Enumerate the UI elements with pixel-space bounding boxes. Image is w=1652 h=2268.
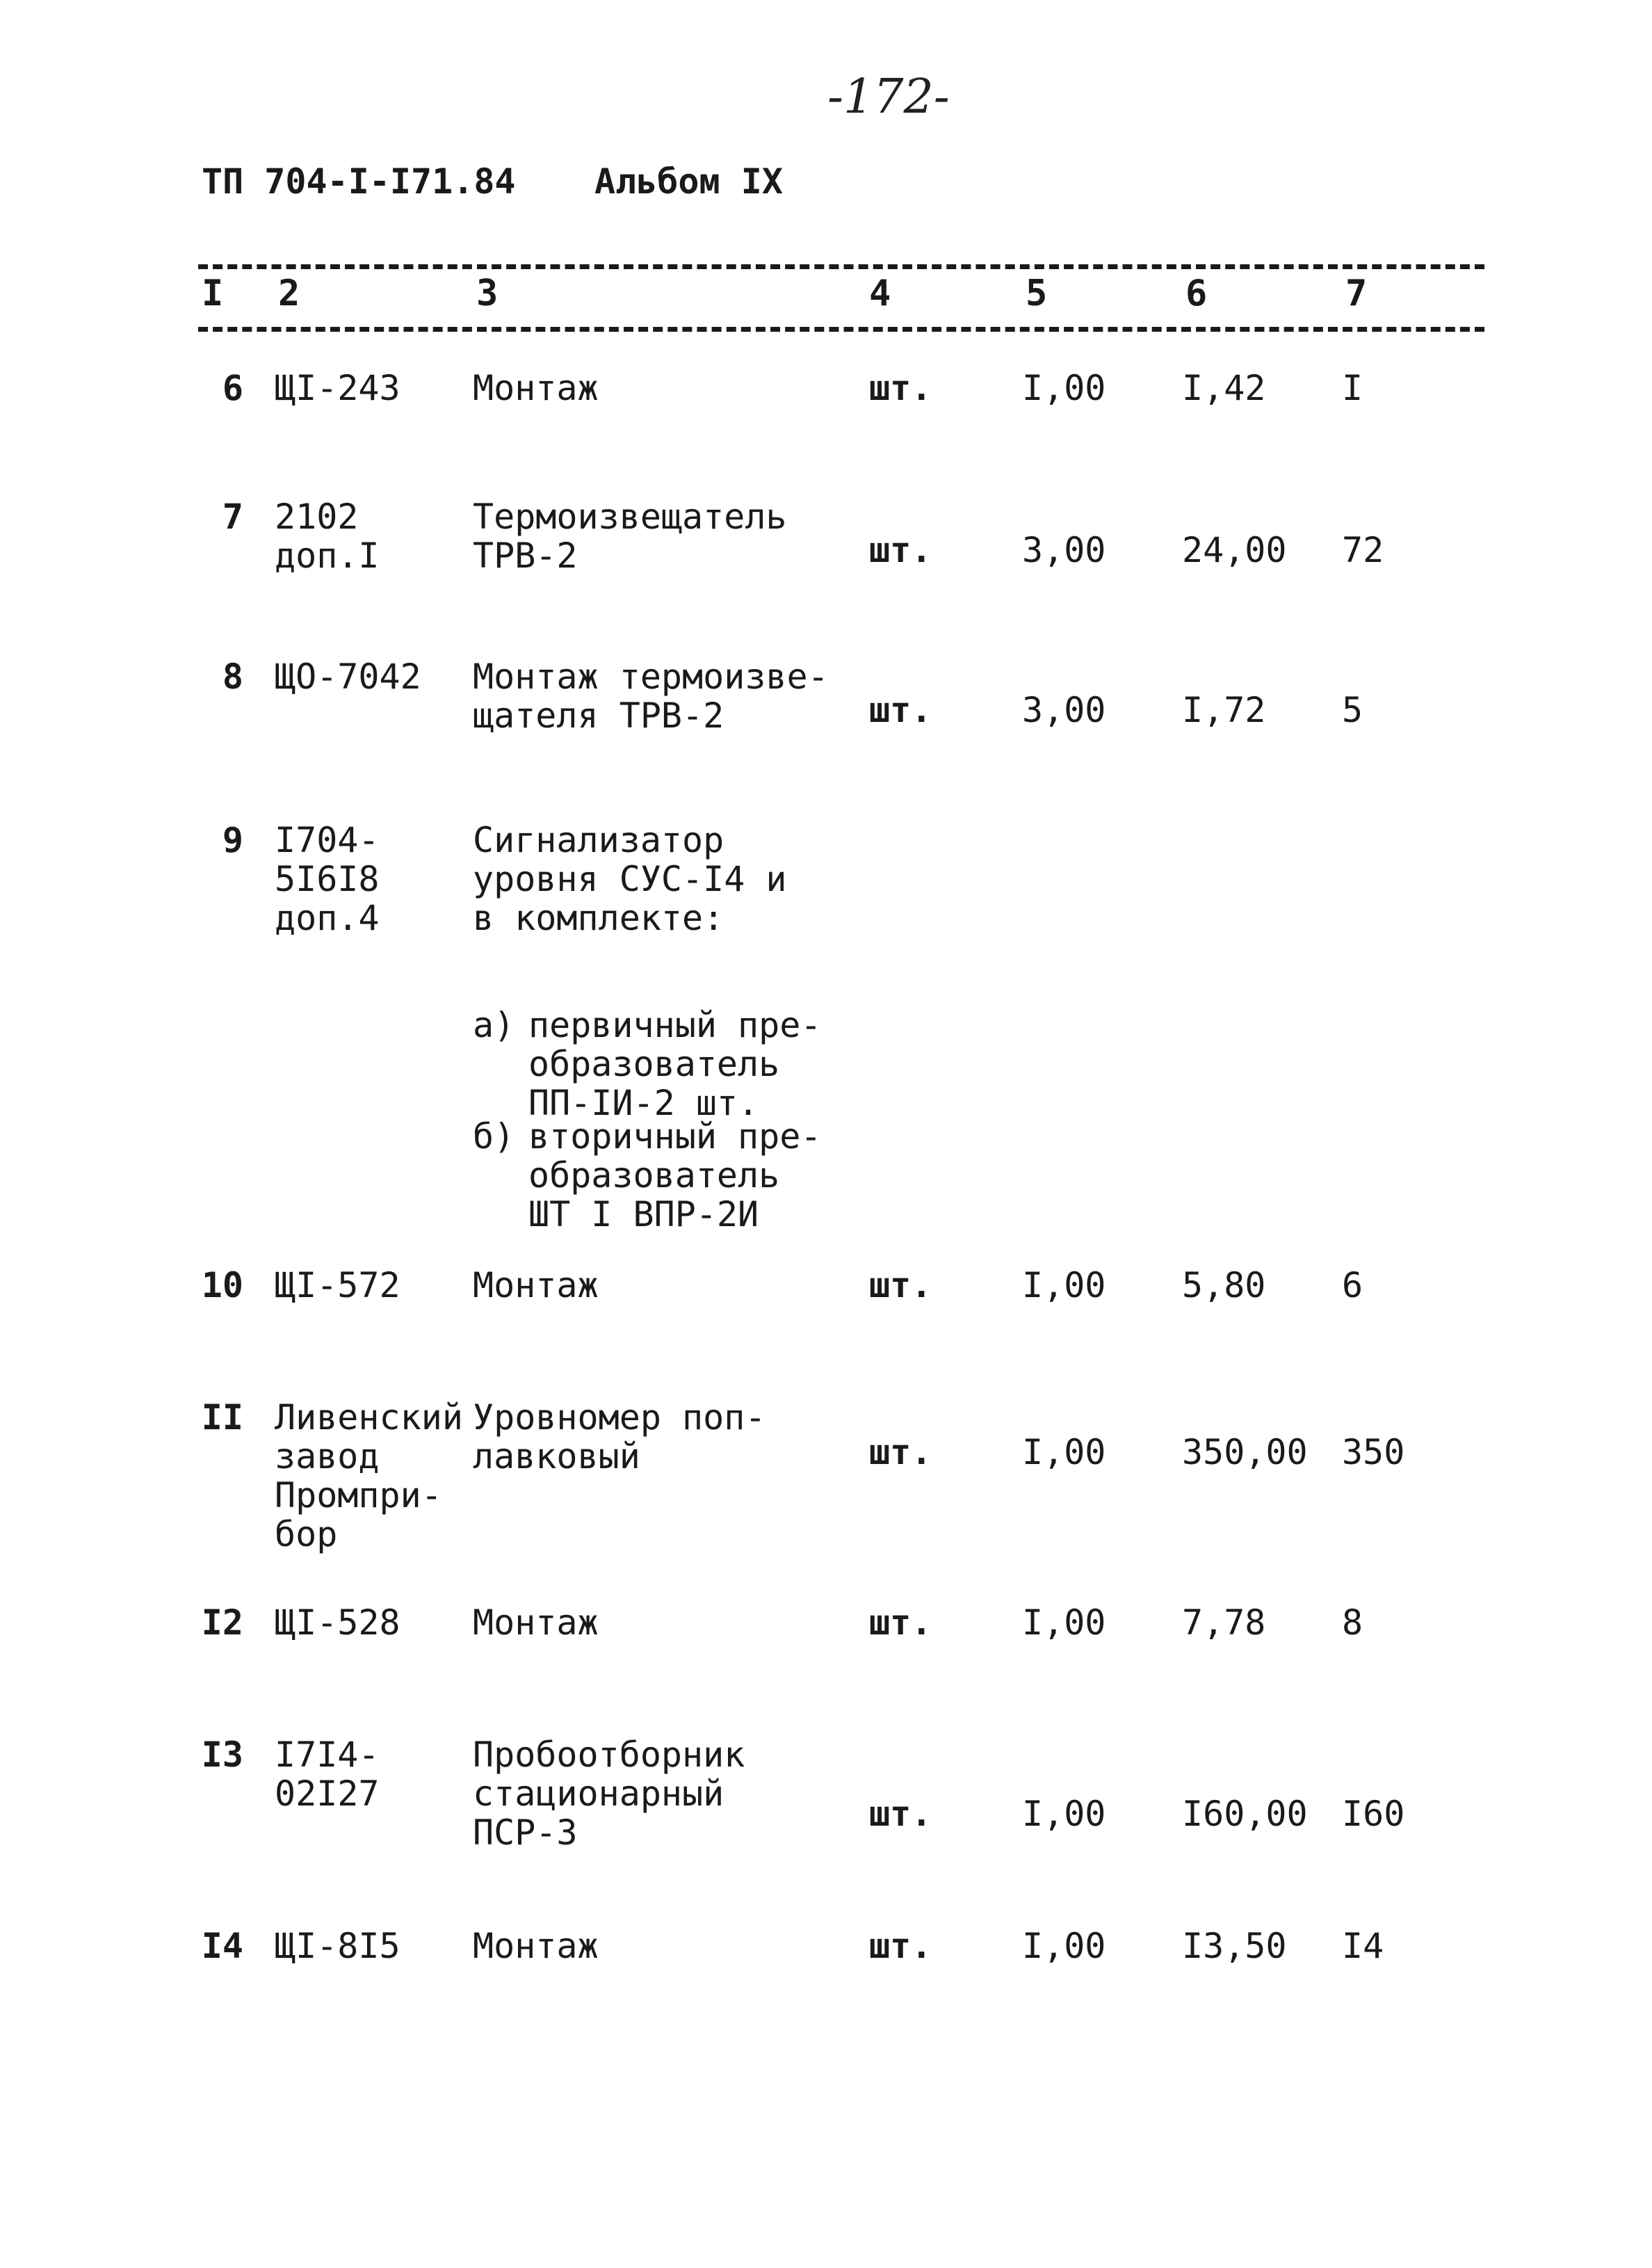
row-quantity: 3,00 xyxy=(1022,690,1106,730)
row-quantity: I,00 xyxy=(1022,1794,1106,1834)
row-total: 72 xyxy=(1342,530,1384,570)
page-number: -172- xyxy=(827,70,950,124)
row-name: Уровномер поп- лавковый xyxy=(473,1397,766,1477)
row-unit: шт. xyxy=(869,530,932,570)
row-total: I xyxy=(1342,368,1363,408)
row-quantity: I,00 xyxy=(1022,1432,1106,1472)
component-prefix: а) xyxy=(473,1005,515,1045)
row-code: ЩО-7042 xyxy=(275,657,421,697)
row-price: 350,00 xyxy=(1182,1432,1308,1472)
row-number: I3 xyxy=(201,1735,243,1775)
row-code: ЩI-243 xyxy=(275,368,400,408)
row-price: 7,78 xyxy=(1182,1602,1266,1643)
row-total: 6 xyxy=(1342,1265,1363,1305)
row-number: 6 xyxy=(222,368,243,408)
header-bottom-rule xyxy=(198,327,1484,332)
row-total: 5 xyxy=(1342,690,1363,730)
row-quantity: 3,00 xyxy=(1022,530,1106,570)
row-price: I3,50 xyxy=(1182,1926,1287,1966)
component-prefix: б) xyxy=(473,1116,515,1157)
row-quantity: I,00 xyxy=(1022,1265,1106,1305)
row-number: 8 xyxy=(222,657,243,697)
row-unit: шт. xyxy=(869,1602,932,1643)
row-code: 2102 доп.I xyxy=(275,497,380,576)
row-unit: шт. xyxy=(869,1794,932,1834)
header-top-rule xyxy=(198,264,1484,269)
row-name: Монтаж xyxy=(473,1602,599,1643)
row-unit: шт. xyxy=(869,1432,932,1472)
row-total: I4 xyxy=(1342,1926,1384,1966)
row-total: 8 xyxy=(1342,1602,1363,1643)
row-price: 24,00 xyxy=(1182,530,1287,570)
row-number: II xyxy=(201,1397,243,1438)
row-number: 9 xyxy=(222,820,243,860)
row-code: I7I4- 02I27 xyxy=(275,1735,380,1814)
row-price: I,72 xyxy=(1182,690,1266,730)
row-code: ЩI-572 xyxy=(275,1265,400,1305)
document-code: ТП 704-I-I71.84 xyxy=(202,161,516,202)
row-unit: шт. xyxy=(869,1926,932,1966)
row-name: Монтаж xyxy=(473,1265,599,1305)
row-price: I60,00 xyxy=(1182,1794,1308,1834)
column-header-6: 6 xyxy=(1185,273,1208,314)
column-header-1: I xyxy=(202,273,224,314)
row-name: Термоизвещатель ТРВ-2 xyxy=(473,497,787,576)
row-code: ЩI-528 xyxy=(275,1602,400,1643)
row-number: 10 xyxy=(201,1265,243,1305)
row-number: I4 xyxy=(201,1926,243,1966)
row-unit: шт. xyxy=(869,1265,932,1305)
column-header-7: 7 xyxy=(1345,273,1368,314)
row-price: I,42 xyxy=(1182,368,1266,408)
row-name: Пробоотборник стационарный ПСР-3 xyxy=(473,1735,745,1853)
column-header-5: 5 xyxy=(1026,273,1048,314)
column-header-2: 2 xyxy=(278,273,300,314)
column-header-4: 4 xyxy=(869,273,891,314)
row-quantity: I,00 xyxy=(1022,1602,1106,1643)
component-text: первичный пре- образователь ПП-IИ-2 шт. xyxy=(528,1005,822,1123)
row-total: I60 xyxy=(1342,1794,1405,1834)
row-code: ЩI-8I5 xyxy=(275,1926,400,1966)
album-label: Альбом IX xyxy=(594,161,783,202)
row-code: Ливенский завод Промпри- бор xyxy=(275,1397,463,1554)
row-name: Сигнализатор уровня СУС-I4 и в комплекте: xyxy=(473,820,787,938)
row-total: 350 xyxy=(1342,1432,1405,1472)
row-quantity: I,00 xyxy=(1022,368,1106,408)
row-unit: шт. xyxy=(869,368,932,408)
row-number: I2 xyxy=(201,1602,243,1643)
row-number: 7 xyxy=(222,497,243,537)
row-price: 5,80 xyxy=(1182,1265,1266,1305)
column-header-3: 3 xyxy=(476,273,499,314)
component-text: вторичный пре- образователь ШТ I ВПР-2И xyxy=(528,1116,822,1234)
row-code: I704- 5I6I8 доп.4 xyxy=(275,820,380,938)
component-item xyxy=(473,1078,862,1234)
row-unit: шт. xyxy=(869,690,932,730)
row-name: Монтаж xyxy=(473,368,599,408)
row-name: Монтаж термоизве- щателя ТРВ-2 xyxy=(473,657,829,736)
row-quantity: I,00 xyxy=(1022,1926,1106,1966)
row-name: Монтаж xyxy=(473,1926,599,1966)
